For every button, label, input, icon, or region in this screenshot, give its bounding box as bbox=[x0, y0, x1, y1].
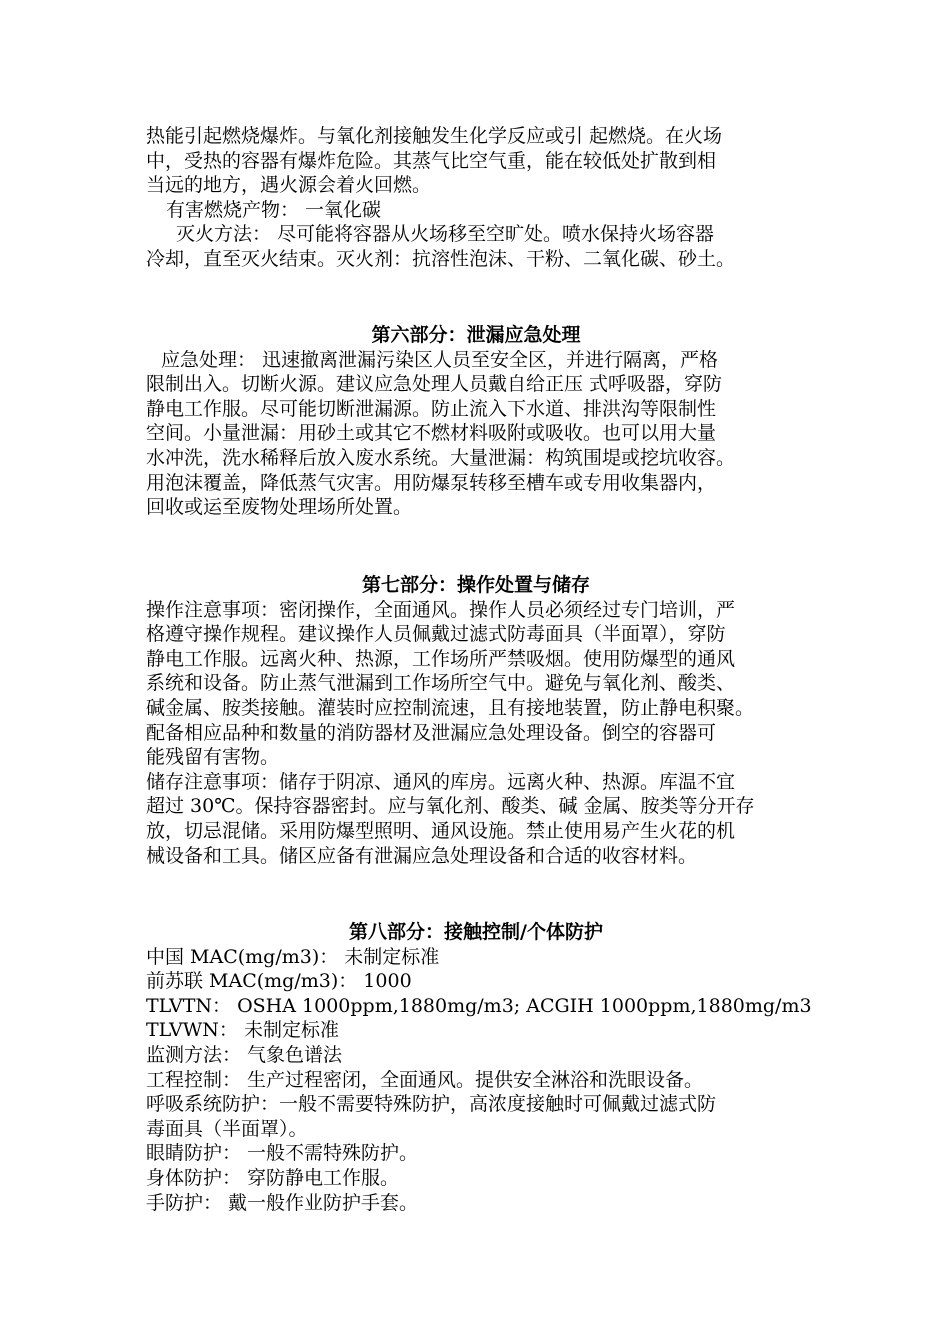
section-title: 第八部分：接触控制/个体防护 bbox=[349, 921, 603, 943]
text-line: 当远的地方，遇火源会着火回燃。 bbox=[146, 174, 432, 197]
text-line: 限制出入。切断火源。建议应急处理人员戴自给正压 式呼吸器，穿防 bbox=[146, 373, 723, 396]
fire-hazard-paragraph bbox=[146, 124, 816, 272]
section-6 bbox=[146, 323, 816, 520]
section-7 bbox=[146, 573, 816, 868]
text-line: 身体防护： 穿防静电工作服。 bbox=[146, 1166, 400, 1189]
text-line: 储存注意事项：储存于阴凉、通风的库房。远离火种、热源。库温不宜 bbox=[146, 770, 736, 793]
text-line: 操作注意事项：密闭操作，全面通风。操作人员必须经过专门培训，严 bbox=[146, 598, 736, 621]
text-line: 中，受热的容器有爆炸危险。其蒸气比空气重，能在较低处扩散到相 bbox=[146, 149, 717, 172]
section-title: 第七部分：操作处置与储存 bbox=[361, 574, 590, 596]
text-line: 手防护： 戴一般作业防护手套。 bbox=[146, 1191, 419, 1214]
text-line: 碱金属、胺类接触。灌装时应控制流速，且有接地装置，防止静电积聚。 bbox=[146, 696, 755, 719]
text-line: 用泡沫覆盖，降低蒸气灾害。用防爆泵转移至槽车或专用收集器内， bbox=[146, 471, 717, 494]
text-line: 中国 MAC(mg/m3)： 未制定标准 bbox=[146, 945, 440, 968]
text-line: TLVWN： 未制定标准 bbox=[146, 1019, 339, 1042]
text-line: TLVTN： OSHA 1000ppm,1880mg/m3; ACGIH 1000ppm,1880mg/m3 bbox=[146, 994, 812, 1017]
text-line: 超过 30℃。保持容器密封。应与氧化剂、酸类、碱 金属、胺类等分开存 bbox=[146, 795, 755, 818]
text-line: 眼睛防护： 一般不需特殊防护。 bbox=[146, 1142, 419, 1165]
text-line: 毒面具（半面罩）。 bbox=[146, 1117, 308, 1140]
text-line: 冷却，直至灭火结束。灭火剂：抗溶性泡沫、干粉、二氧化碳、砂土。 bbox=[146, 247, 736, 270]
text-line: 配备相应品种和数量的消防器材及泄漏应急处理设备。倒空的容器可 bbox=[146, 721, 717, 744]
text-line: 水冲洗，洗水稀释后放入废水系统。大量泄漏：构筑围堤或挖坑收容。 bbox=[146, 446, 736, 469]
text-line: 静电工作服。尽可能切断泄漏源。防止流入下水道、排洪沟等限制性 bbox=[146, 397, 717, 420]
text-line: 灭火方法： 尽可能将容器从火场移至空旷处。喷水保持火场容器 bbox=[176, 223, 715, 246]
text-line: 空间。小量泄漏：用砂土或其它不燃材料吸附或吸收。也可以用大量 bbox=[146, 422, 717, 445]
text-line: 格遵守操作规程。建议操作人员佩戴过滤式防毒面具（半面罩），穿防 bbox=[146, 623, 726, 646]
text-line: 能残留有害物。 bbox=[146, 746, 280, 769]
text-line: 静电工作服。远离火种、热源，工作场所严禁吸烟。使用防爆型的通风 bbox=[146, 647, 736, 670]
text-line: 械设备和工具。储区应备有泄漏应急处理设备和合适的收容材料。 bbox=[146, 844, 698, 867]
text-line: 工程控制： 生产过程密闭，全面通风。提供安全淋浴和洗眼设备。 bbox=[146, 1068, 704, 1091]
text-line: 回收或运至废物处理场所处置。 bbox=[146, 496, 413, 519]
text-line: 呼吸系统防护：一般不需要特殊防护，高浓度接触时可佩戴过滤式防 bbox=[146, 1093, 717, 1116]
combustion-products-line: 有害燃烧产物： 一氧化碳 bbox=[166, 198, 382, 221]
text-line: 热能引起燃烧爆炸。与氧化剂接触发生化学反应或引 起燃烧。在火场 bbox=[146, 125, 723, 147]
text-line: 应急处理： 迅速撤离泄漏污染区人员至安全区，并进行隔离，严格 bbox=[161, 348, 719, 371]
section-title: 第六部分：泄漏应急处理 bbox=[371, 324, 581, 346]
text-line: 放，切忌混储。采用防爆型照明、通风设施。禁止使用易产生火花的机 bbox=[146, 819, 736, 842]
text-line: 前苏联 MAC(mg/m3)： 1000 bbox=[146, 970, 412, 993]
text-line: 监测方法： 气象色谱法 bbox=[146, 1043, 343, 1066]
section-8 bbox=[146, 920, 816, 1215]
text-line: 系统和设备。防止蒸气泄漏到工作场所空气中。避免与氧化剂、酸类、 bbox=[146, 672, 736, 695]
